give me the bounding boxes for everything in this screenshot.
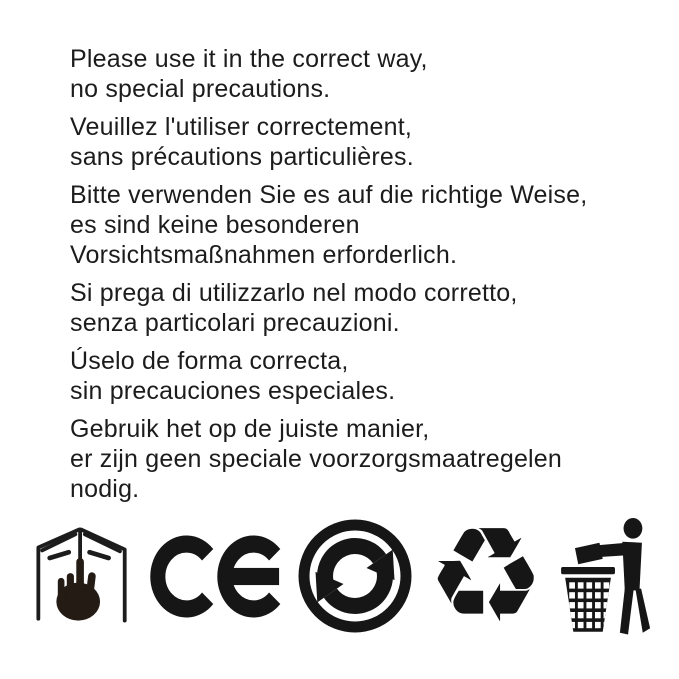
instruction-paragraph-dutch (70, 414, 671, 504)
certification-icons-row (26, 499, 655, 653)
instruction-paragraph-italian (70, 278, 671, 338)
text-line: Please use it in the correct way, (70, 45, 428, 73)
text-line: er zijn geen speciale voorzorgsmaatregelen (70, 445, 563, 473)
text-line: Veuillez l'utiliser correctement, (70, 113, 413, 141)
text-line: sans précautions particulières. (70, 143, 414, 171)
text-line: senza particolari precauzioni. (70, 309, 400, 337)
text-line: sin precauciones especiales. (70, 377, 396, 405)
read-manual-icon (26, 514, 138, 638)
text-line: Úselo de forma correcta, (70, 347, 349, 375)
text-line: es sind keine besonderen (70, 211, 360, 239)
text-line: Si prega di utilizzarlo nel modo corretto, (70, 279, 518, 307)
multilingual-instructions (70, 44, 671, 512)
ce-mark-icon (147, 528, 285, 625)
text-line: no special precautions. (70, 75, 331, 103)
instruction-paragraph-spanish (70, 346, 671, 406)
tidyman-dispose-icon (557, 513, 655, 639)
text-line: nodig. (70, 475, 140, 503)
text-line: Vorsichtsmaßnahmen erforderlich. (70, 241, 458, 269)
instruction-paragraph-german (70, 180, 671, 270)
recycling-symbol-icon: ♻ (426, 499, 545, 653)
green-dot-icon (295, 516, 415, 636)
instruction-paragraph-french (70, 112, 671, 172)
instruction-paragraph-english (70, 44, 671, 104)
text-line: Bitte verwenden Sie es auf die richtige Weise, (70, 181, 588, 209)
text-line: Gebruik het op de juiste manier, (70, 415, 430, 443)
